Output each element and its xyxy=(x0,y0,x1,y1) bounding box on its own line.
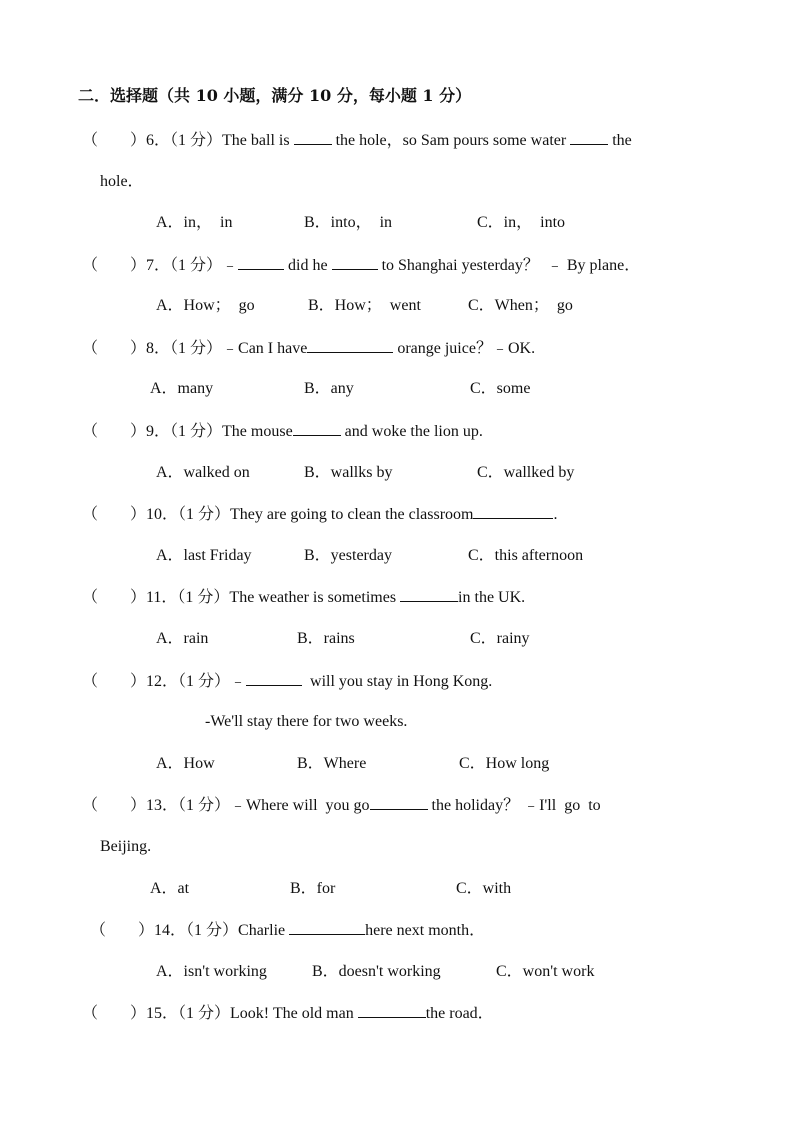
section-heading: 二．选择题（共 10 小题，满分 10 分，每小题 1 分） xyxy=(78,86,472,105)
option-a[interactable]: A．at xyxy=(150,880,190,897)
answer-blank[interactable] xyxy=(400,587,458,602)
question-text: ﹣Can I have xyxy=(222,340,308,357)
question-text: Look! The old man xyxy=(230,1005,358,1022)
question-text: the road． xyxy=(425,1005,494,1022)
option-a[interactable]: A．last Friday xyxy=(156,547,252,564)
question-text: The mouse xyxy=(222,423,293,440)
option-c[interactable]: C．wallked by xyxy=(477,464,575,481)
answer-blank[interactable] xyxy=(332,255,378,270)
question-number: （ ）12．（1 分） xyxy=(82,673,231,690)
answer-blank[interactable] xyxy=(570,130,608,145)
question-number: （ ）8．（1 分） xyxy=(82,340,223,357)
question-text: will you stay in Hong Kong. xyxy=(302,673,493,690)
option-b[interactable]: B．How； went xyxy=(308,297,421,314)
answer-blank[interactable] xyxy=(289,920,365,935)
question-number: （ ）10．（1 分） xyxy=(82,506,231,523)
question-11 xyxy=(82,587,525,608)
option-a[interactable]: A．many xyxy=(150,380,214,397)
question-13 xyxy=(82,795,601,816)
question-7 xyxy=(82,255,640,276)
option-a[interactable]: A．How； go xyxy=(156,297,255,314)
question-12 xyxy=(82,671,492,692)
question-10 xyxy=(82,504,557,525)
option-a[interactable]: A．in， in xyxy=(156,214,233,231)
question-number: （ ）9．（1 分） xyxy=(82,423,223,440)
question-text: The ball is xyxy=(222,132,294,149)
question-continuation: hole． xyxy=(100,173,144,190)
question-text: They are going to clean the classroom xyxy=(230,506,474,523)
answer-blank[interactable] xyxy=(246,671,302,686)
question-14 xyxy=(90,920,485,941)
option-c[interactable]: C．some xyxy=(470,380,531,397)
question-8 xyxy=(82,338,535,359)
question-text: did he xyxy=(284,257,332,274)
question-9 xyxy=(82,421,483,442)
question-text: The weather is sometimes xyxy=(229,589,401,606)
answer-blank[interactable] xyxy=(238,255,284,270)
option-c[interactable]: C．How long xyxy=(459,755,550,772)
question-text: ﹣ xyxy=(230,673,247,690)
option-b[interactable]: B．rains xyxy=(297,630,355,647)
option-a[interactable]: A．walked on xyxy=(156,464,250,481)
question-text: . xyxy=(553,506,558,523)
option-b[interactable]: B．into， in xyxy=(304,214,393,231)
question-text: orange juice？﹣OK. xyxy=(393,340,536,357)
option-a[interactable]: A．How xyxy=(156,755,215,772)
option-c[interactable]: C．When； go xyxy=(468,297,573,314)
question-number: （ ）7．（1 分） xyxy=(82,257,223,274)
answer-blank[interactable] xyxy=(293,421,341,436)
option-b[interactable]: B．yesterday xyxy=(304,547,392,564)
question-number: （ ）11．（1 分） xyxy=(82,589,230,606)
answer-blank[interactable] xyxy=(473,504,553,519)
question-text: Charlie xyxy=(238,922,290,939)
question-text: the hole，so Sam pours some water xyxy=(331,132,571,149)
option-a[interactable]: A．isn't working xyxy=(156,963,267,980)
option-c[interactable]: C．rainy xyxy=(470,630,530,647)
question-number: （ ）14．（1 分） xyxy=(90,922,239,939)
option-c[interactable]: C．with xyxy=(456,880,512,897)
question-number: （ ）13．（1 分） xyxy=(82,797,231,814)
option-b[interactable]: B．doesn't working xyxy=(312,963,441,980)
question-text: the holiday？ ﹣I'll go to xyxy=(427,797,601,814)
question-number: （ ）6．（1 分） xyxy=(82,132,223,149)
question-text: and woke the lion up. xyxy=(340,423,483,440)
question-text: in the UK. xyxy=(458,589,526,606)
question-text: the xyxy=(608,132,632,149)
question-6 xyxy=(82,130,632,151)
option-c[interactable]: C．won't work xyxy=(496,963,595,980)
question-15 xyxy=(82,1003,494,1024)
option-c[interactable]: C．this afternoon xyxy=(468,547,584,564)
option-b[interactable]: B．Where xyxy=(297,755,367,772)
answer-blank[interactable] xyxy=(307,338,393,353)
answer-blank[interactable] xyxy=(358,1003,426,1018)
question-text: ﹣Where will you go xyxy=(230,797,370,814)
question-text: to Shanghai yesterday？ ﹣ By plane． xyxy=(377,257,641,274)
question-text: ﹣ xyxy=(222,257,239,274)
option-c[interactable]: C．in， into xyxy=(477,214,566,231)
option-b[interactable]: B．wallks by xyxy=(304,464,393,481)
answer-blank[interactable] xyxy=(294,130,332,145)
option-b[interactable]: B．for xyxy=(290,880,336,897)
question-continuation: Beijing. xyxy=(100,838,152,855)
question-reply: -We'll stay there for two weeks. xyxy=(205,713,408,730)
option-a[interactable]: A．rain xyxy=(156,630,209,647)
question-text: here next month． xyxy=(365,922,486,939)
option-b[interactable]: B．any xyxy=(304,380,354,397)
answer-blank[interactable] xyxy=(370,795,428,810)
question-number: （ ）15．（1 分） xyxy=(82,1005,231,1022)
